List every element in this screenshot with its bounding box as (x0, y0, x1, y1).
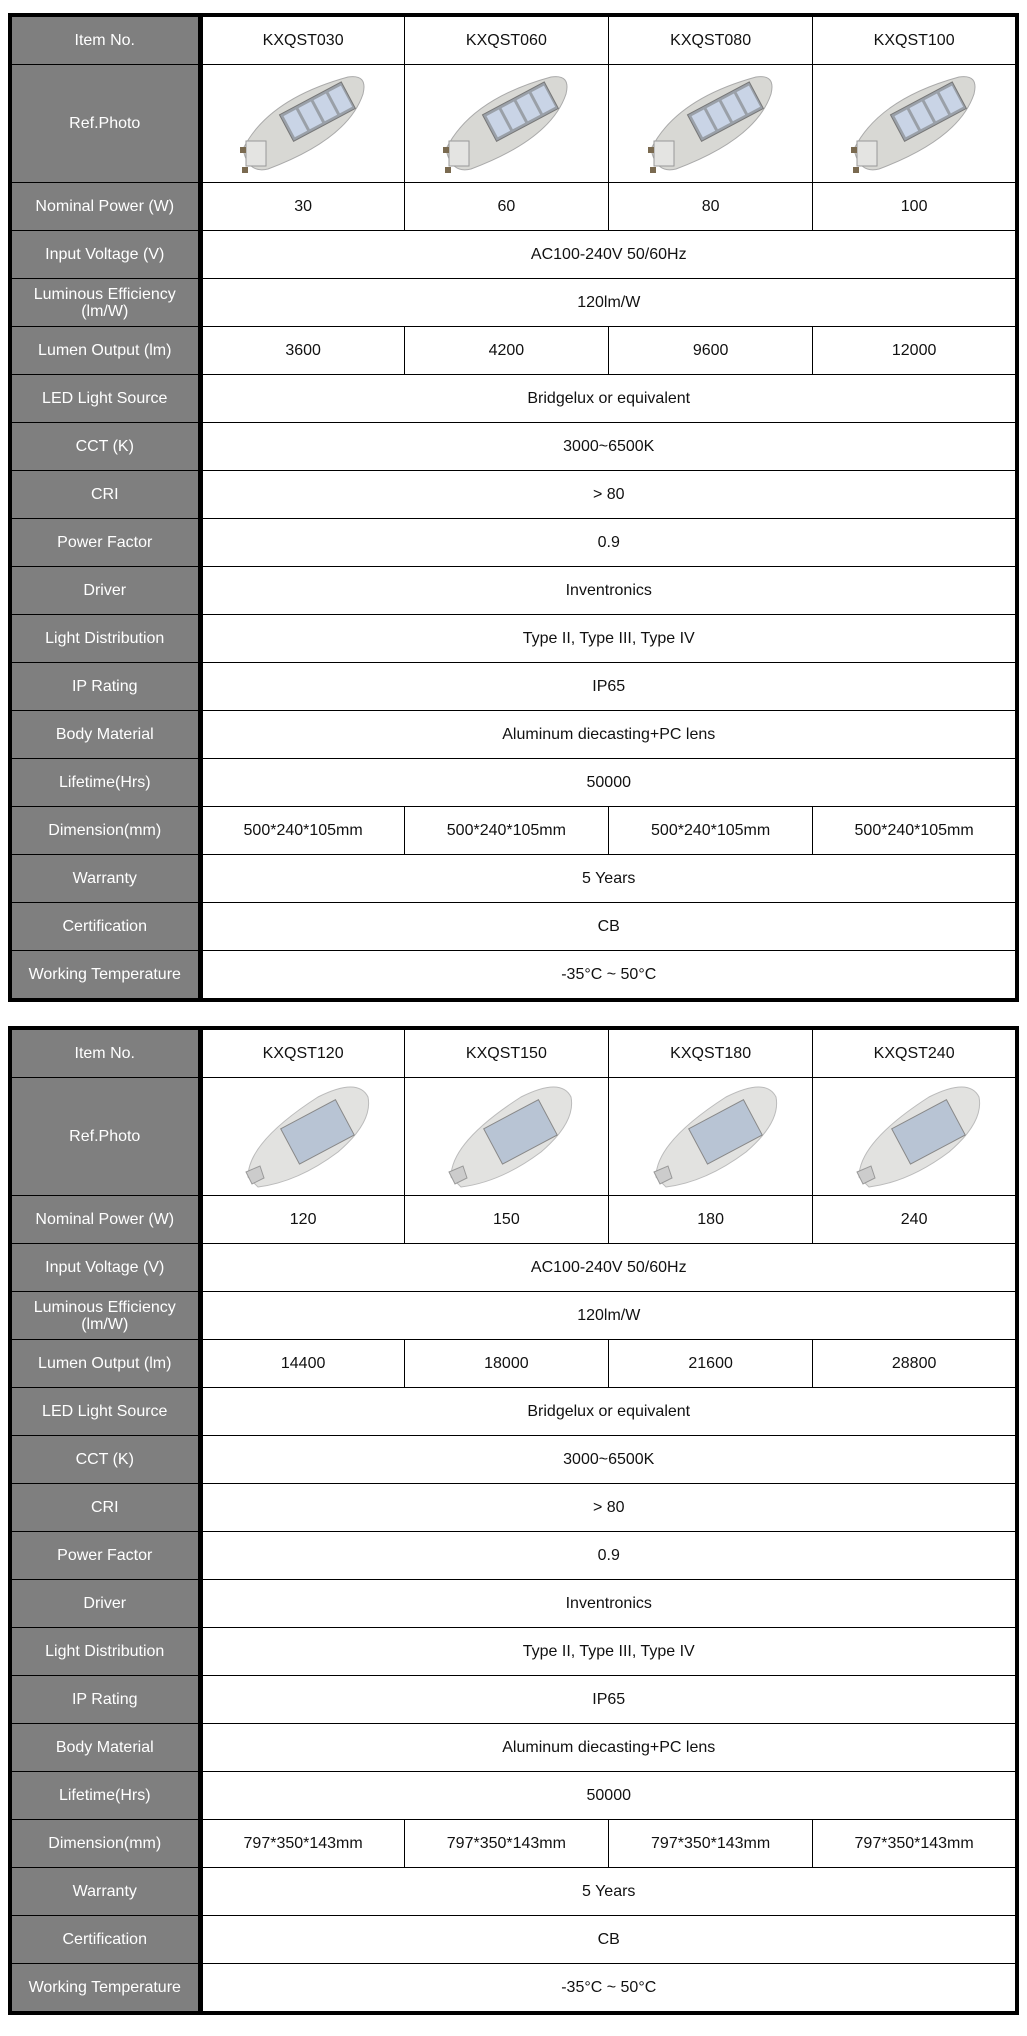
spec-row (10, 951, 1017, 1001)
spec-row (10, 231, 1017, 279)
spec-value: -35°C ~ 50°C (200, 951, 1017, 1001)
spec-value: 797*350*143mm (609, 1820, 813, 1868)
spec-row (10, 1388, 1017, 1436)
spec-row (10, 183, 1017, 231)
spec-value: 0.9 (200, 519, 1017, 567)
row-label: Item No. (10, 1028, 200, 1078)
item-number: KXQST100 (813, 15, 1017, 65)
spec-row (10, 807, 1017, 855)
spec-row (10, 519, 1017, 567)
spec-value: 12000 (813, 327, 1017, 375)
row-label: Warranty (10, 1868, 200, 1916)
row-label: Lumen Output (lm) (10, 327, 200, 375)
item-number: KXQST080 (609, 15, 813, 65)
spec-row (10, 711, 1017, 759)
row-label: Warranty (10, 855, 200, 903)
item-number: KXQST240 (813, 1028, 1017, 1078)
row-label: Ref.Photo (10, 1078, 200, 1196)
row-label: Driver (10, 567, 200, 615)
spec-value: 120lm/W (200, 1292, 1017, 1340)
row-label: Input Voltage (V) (10, 231, 200, 279)
spec-row (10, 1196, 1017, 1244)
spec-row (10, 1580, 1017, 1628)
spec-value: 28800 (813, 1340, 1017, 1388)
spec-value: 240 (813, 1196, 1017, 1244)
row-label: Body Material (10, 711, 200, 759)
spec-row (10, 1436, 1017, 1484)
row-label: IP Rating (10, 1676, 200, 1724)
product-photo (813, 65, 1017, 183)
spec-value: 150 (404, 1196, 608, 1244)
spec-row (10, 327, 1017, 375)
row-label: Item No. (10, 15, 200, 65)
spec-row (10, 567, 1017, 615)
spec-value: 80 (609, 183, 813, 231)
row-label: CCT (K) (10, 423, 200, 471)
spec-value: AC100-240V 50/60Hz (200, 231, 1017, 279)
spec-value: > 80 (200, 1484, 1017, 1532)
spec-table-1 (8, 13, 1019, 1002)
row-label: Power Factor (10, 1532, 200, 1580)
spec-row (10, 1916, 1017, 1964)
spec-value: Bridgelux or equivalent (200, 1388, 1017, 1436)
spec-row (10, 1820, 1017, 1868)
row-item-no (10, 15, 1017, 65)
row-ref-photo (10, 65, 1017, 183)
spec-value: 120 (200, 1196, 404, 1244)
row-label: CRI (10, 1484, 200, 1532)
spec-value: Aluminum diecasting+PC lens (200, 711, 1017, 759)
product-photo (200, 1078, 404, 1196)
spec-value: Type II, Type III, Type IV (200, 615, 1017, 663)
row-label: Body Material (10, 1724, 200, 1772)
spec-row (10, 903, 1017, 951)
spec-value: AC100-240V 50/60Hz (200, 1244, 1017, 1292)
row-label: Nominal Power (W) (10, 183, 200, 231)
row-label: Nominal Power (W) (10, 1196, 200, 1244)
spec-row (10, 1676, 1017, 1724)
spec-row (10, 471, 1017, 519)
row-ref-photo (10, 1078, 1017, 1196)
product-photo (200, 65, 404, 183)
row-label: Lifetime(Hrs) (10, 1772, 200, 1820)
spec-row (10, 615, 1017, 663)
item-number: KXQST120 (200, 1028, 404, 1078)
spec-value: Aluminum diecasting+PC lens (200, 1724, 1017, 1772)
spec-row (10, 1724, 1017, 1772)
spec-value: 500*240*105mm (404, 807, 608, 855)
spec-row (10, 855, 1017, 903)
row-item-no (10, 1028, 1017, 1078)
spec-value: 0.9 (200, 1532, 1017, 1580)
spec-value: Type II, Type III, Type IV (200, 1628, 1017, 1676)
row-label: LED Light Source (10, 1388, 200, 1436)
row-label: Light Distribution (10, 1628, 200, 1676)
spec-value: 797*350*143mm (404, 1820, 608, 1868)
spec-value: 797*350*143mm (813, 1820, 1017, 1868)
product-photo (404, 65, 608, 183)
product-photo (609, 1078, 813, 1196)
spec-row (10, 1628, 1017, 1676)
spec-row (10, 1340, 1017, 1388)
spec-row (10, 1484, 1017, 1532)
spec-row (10, 375, 1017, 423)
spec-value: 500*240*105mm (813, 807, 1017, 855)
spec-value: IP65 (200, 1676, 1017, 1724)
item-number: KXQST180 (609, 1028, 813, 1078)
row-label: Driver (10, 1580, 200, 1628)
product-photo (813, 1078, 1017, 1196)
row-label: Working Temperature (10, 951, 200, 1001)
row-label: Ref.Photo (10, 65, 200, 183)
spec-value: CB (200, 903, 1017, 951)
row-label: Dimension(mm) (10, 1820, 200, 1868)
row-label: Working Temperature (10, 1964, 200, 2014)
row-label: Lumen Output (lm) (10, 1340, 200, 1388)
spec-value: 5 Years (200, 855, 1017, 903)
spec-row (10, 663, 1017, 711)
spec-value: 3600 (200, 327, 404, 375)
spec-row (10, 1772, 1017, 1820)
spec-row (10, 759, 1017, 807)
spec-value: > 80 (200, 471, 1017, 519)
item-number: KXQST030 (200, 15, 404, 65)
row-label: Luminous Efficiency (lm/W) (10, 279, 200, 327)
spec-value: 21600 (609, 1340, 813, 1388)
spec-value: 797*350*143mm (200, 1820, 404, 1868)
spec-value: CB (200, 1916, 1017, 1964)
row-label: Light Distribution (10, 615, 200, 663)
spec-value: 100 (813, 183, 1017, 231)
spec-row (10, 1868, 1017, 1916)
spec-value: 4200 (404, 327, 608, 375)
row-label: Luminous Efficiency (lm/W) (10, 1292, 200, 1340)
spec-row (10, 423, 1017, 471)
spec-table-2 (8, 1026, 1019, 2015)
spec-value: IP65 (200, 663, 1017, 711)
spec-value: 3000~6500K (200, 1436, 1017, 1484)
spec-value: 180 (609, 1196, 813, 1244)
spec-value: 50000 (200, 1772, 1017, 1820)
spec-value: Bridgelux or equivalent (200, 375, 1017, 423)
row-label: CCT (K) (10, 1436, 200, 1484)
spec-row (10, 1244, 1017, 1292)
row-label: IP Rating (10, 663, 200, 711)
spec-value: 30 (200, 183, 404, 231)
item-number: KXQST150 (404, 1028, 608, 1078)
row-label: Certification (10, 903, 200, 951)
spec-value: -35°C ~ 50°C (200, 1964, 1017, 2014)
row-label: Input Voltage (V) (10, 1244, 200, 1292)
spec-value: Inventronics (200, 567, 1017, 615)
row-label: Power Factor (10, 519, 200, 567)
spec-row (10, 1532, 1017, 1580)
spec-row (10, 1292, 1017, 1340)
spec-row (10, 279, 1017, 327)
row-label: CRI (10, 471, 200, 519)
spec-value: Inventronics (200, 1580, 1017, 1628)
spec-value: 60 (404, 183, 608, 231)
product-photo (609, 65, 813, 183)
spec-value: 120lm/W (200, 279, 1017, 327)
row-label: Certification (10, 1916, 200, 1964)
spec-value: 500*240*105mm (200, 807, 404, 855)
item-number: KXQST060 (404, 15, 608, 65)
row-label: Lifetime(Hrs) (10, 759, 200, 807)
spec-value: 9600 (609, 327, 813, 375)
spec-value: 50000 (200, 759, 1017, 807)
spec-row (10, 1964, 1017, 2014)
spec-value: 3000~6500K (200, 423, 1017, 471)
spec-value: 14400 (200, 1340, 404, 1388)
row-label: Dimension(mm) (10, 807, 200, 855)
product-photo (404, 1078, 608, 1196)
spec-value: 18000 (404, 1340, 608, 1388)
spec-value: 500*240*105mm (609, 807, 813, 855)
row-label: LED Light Source (10, 375, 200, 423)
spec-value: 5 Years (200, 1868, 1017, 1916)
